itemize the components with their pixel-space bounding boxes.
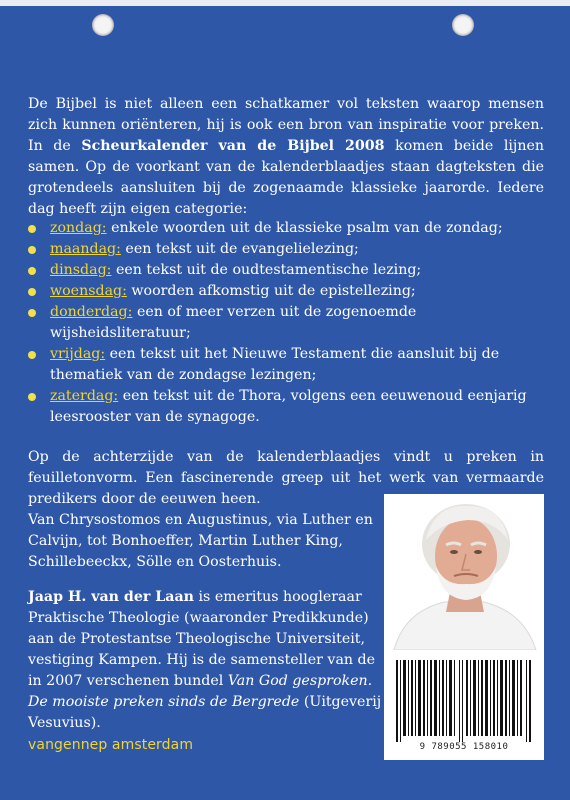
bullet-icon [28,351,36,359]
day-label: donderdag: [50,304,133,320]
day-description: een tekst uit de Thora, volgens een eeuwenoud eenjarig leesrooster van de synagoge. [50,388,527,425]
list-item [28,344,548,386]
author-name: Jaap H. van der Laan [28,589,194,605]
sermons-text-wide: Op de achterzijde van de kalenderblaadjes vindt u preken in feuilletonvorm. Een fascinerende greep uit het werk van vermaarde predikers door de eeuwen heen. [28,449,544,507]
list-item [28,281,548,302]
list-item [28,239,548,260]
intro-paragraph [28,94,544,220]
author-publisher: (Uitgeverij Vesuvius). [28,694,382,731]
list-item [28,302,548,344]
day-description: een tekst uit het Nieuwe Testament die aansluit bij de thematiek van de zondagse lezingen; [50,346,500,383]
day-description: een of meer verzen uit de zogenoemde wijsheidsliteratuur; [50,304,417,341]
sermons-text-preachers: Van Chrysostomos en Augustinus, via Luther en Calvijn, tot Bonhoeffer, Martin Luther King, Schillebeeckx, Sölle en Oosterhuis. [28,512,373,570]
day-label: zondag: [50,220,107,236]
list-item [28,386,548,428]
day-label: vrijdag: [50,346,106,362]
publisher-logo: vangennep amsterdam [28,737,194,753]
bullet-icon [28,225,36,233]
list-item [28,218,548,239]
day-description: enkele woorden uit de klassieke psalm van de zondag; [106,220,503,236]
portrait-image [384,494,544,650]
book-title: Van God gesproken. De mooiste preken sinds de Bergrede [28,673,373,710]
punch-hole-left [92,14,114,36]
isbn-number: 9 789055 158010 [419,742,509,752]
author-photo [384,494,544,650]
bullet-icon [28,267,36,275]
punch-hole-right [452,14,474,36]
day-label: woensdag: [50,283,127,299]
bullet-icon [28,393,36,401]
intro-text-end: komen beide lijnen samen. Op de voorkant van de kalenderblaadjes staan dagteksten die grotendeels aansluiten bij de zogenaamde klassieke jaarorde. Iedere dag heeft zijn eigen categorie: [28,138,544,217]
day-label: maandag: [50,241,121,257]
top-edge [0,0,570,6]
day-label: zaterdag: [50,388,119,404]
list-item [28,260,548,281]
day-description: woorden afkomstig uit de epistellezing; [126,283,416,299]
intro-bold-title: Scheurkalender van de Bijbel 2008 [81,138,385,154]
day-label: dinsdag: [50,262,112,278]
author-paragraph [28,587,388,734]
author-bio: is emeritus hoogleraar Praktische Theologie (waaronder Predikkunde) aan de Protestantse Theologische Universiteit, vestiging Kampen. Hij is de samensteller van de in 2007 verschenen bundel [28,589,376,689]
day-category-list [28,218,548,428]
barcode [384,650,544,760]
day-description: een tekst uit de oudtestamentische lezing; [111,262,422,278]
intro-text-start: De Bijbel is niet alleen een schatkamer vol teksten waarop mensen zich kunnen oriënteren, hij is ook een bron van inspiratie voor preken. In de [28,96,544,154]
bullet-icon [28,309,36,317]
bullet-icon [28,246,36,254]
day-description: een tekst uit de evangelielezing; [120,241,359,257]
barcode-bars [396,660,532,742]
bullet-icon [28,288,36,296]
